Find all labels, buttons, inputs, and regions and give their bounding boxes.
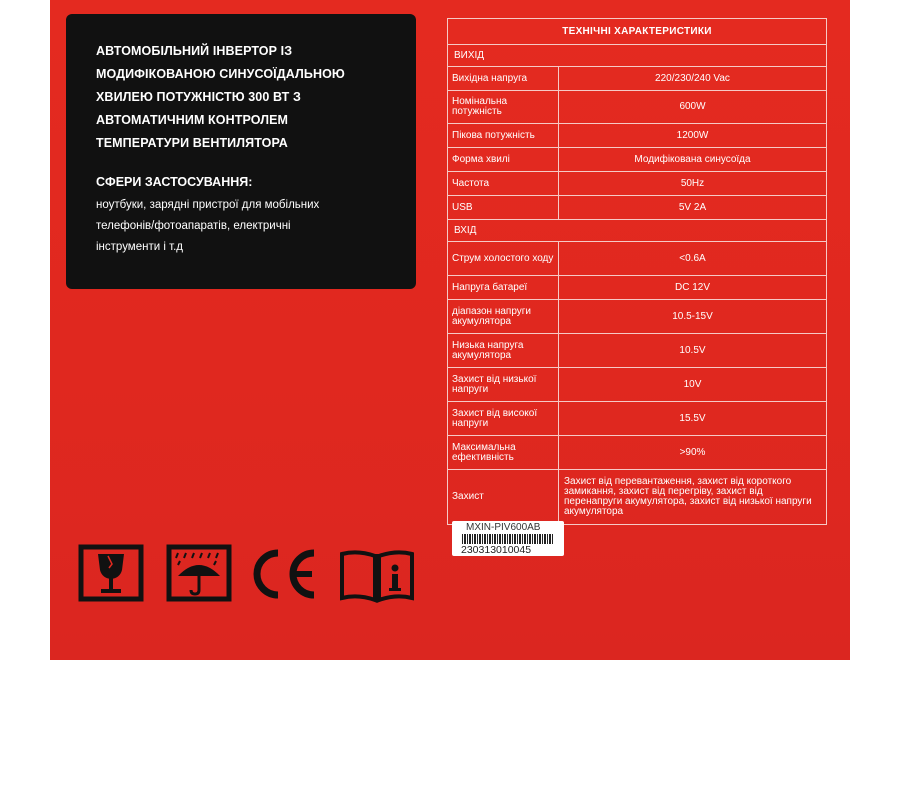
product-title: АВТОМОБІЛЬНИЙ ІНВЕРТОР ІЗ МОДИФІКОВАНОЮ СИНУСОЇДАЛЬНОЮ ХВИЛЕЮ ПОТУЖНІСТЮ 300 ВТ З АВТОМАТИЧНИМ КОНТРОЛЕМ ТЕМПЕРАТУРИ ВЕНТИЛЯТОРА	[96, 44, 345, 150]
spec-table	[447, 18, 827, 525]
row-value: 10.5-15V	[672, 310, 713, 322]
row-label: Напруга батареї	[448, 276, 559, 299]
row-label: Частота	[448, 172, 559, 195]
read-manual-icon	[338, 546, 416, 604]
row-value: 15.5V	[679, 412, 706, 424]
fragile-icon	[78, 544, 144, 602]
table-row	[448, 367, 826, 401]
row-value: 1200W	[676, 129, 709, 141]
table-row	[448, 123, 826, 147]
row-label: Захист від низької напруги	[448, 368, 559, 401]
row-label: Захист	[448, 470, 559, 524]
row-label: Вихідна напруга	[448, 67, 559, 90]
row-label: USB	[448, 196, 559, 219]
applications-text: ноутбуки, зарядні пристрої для мобільних телефонів/фотоапаратів, електричні інструменти і т.д	[96, 199, 320, 253]
applications-heading: СФЕРИ ЗАСТОСУВАННЯ:	[96, 175, 253, 189]
table-row	[448, 66, 826, 90]
barcode-label	[452, 521, 564, 556]
serial-number: 230313010045	[461, 544, 532, 556]
keep-dry-icon	[166, 544, 232, 602]
row-value: 50Hz	[680, 177, 705, 189]
model-number: MXIN-PIV600AB	[466, 522, 541, 533]
section-output: ВИХІД	[448, 44, 826, 66]
row-label: Номінальна потужність	[448, 91, 559, 123]
row-value: DC 12V	[674, 281, 710, 293]
table-row	[448, 195, 826, 219]
row-value: Захист від перевантаження, захист від короткого замикання, захист від перегріву, захист від перенапруги акумулятора, захист від низької напруги акумулятора	[564, 476, 812, 517]
row-value: 10.5V	[679, 344, 706, 356]
row-value: <0.6A	[679, 252, 706, 264]
spec-table-title: ТЕХНІЧНІ ХАРАКТЕРИСТИКИ	[562, 26, 712, 37]
table-row	[448, 435, 826, 469]
row-value: 5V 2A	[678, 201, 707, 213]
row-value: 10V	[683, 378, 702, 390]
table-row	[448, 147, 826, 171]
row-label: Струм холостого ходу	[448, 242, 559, 275]
row-value: 600W	[679, 101, 706, 112]
table-row	[448, 333, 826, 367]
barcode-bars	[462, 534, 554, 544]
row-label: Захист від високої напруги	[448, 402, 559, 435]
table-row	[448, 275, 826, 299]
row-value: >90%	[679, 446, 706, 458]
row-label: Низька напруга акумулятора	[448, 334, 559, 367]
row-label: Максимальна ефективність	[448, 436, 559, 469]
table-row	[448, 171, 826, 195]
section-input: ВХІД	[448, 219, 826, 241]
row-label: діапазон напруги акумулятора	[448, 300, 559, 333]
row-value: Модифікована синусоїда	[634, 153, 751, 165]
ce-mark-icon	[246, 547, 320, 601]
table-row	[448, 90, 826, 123]
table-row	[448, 241, 826, 275]
row-value: 220/230/240 Vac	[655, 72, 730, 84]
table-row	[448, 469, 826, 524]
table-row	[448, 401, 826, 435]
row-label: Пікова потужність	[448, 124, 559, 147]
row-label: Форма хвилі	[448, 148, 559, 171]
table-row	[448, 299, 826, 333]
